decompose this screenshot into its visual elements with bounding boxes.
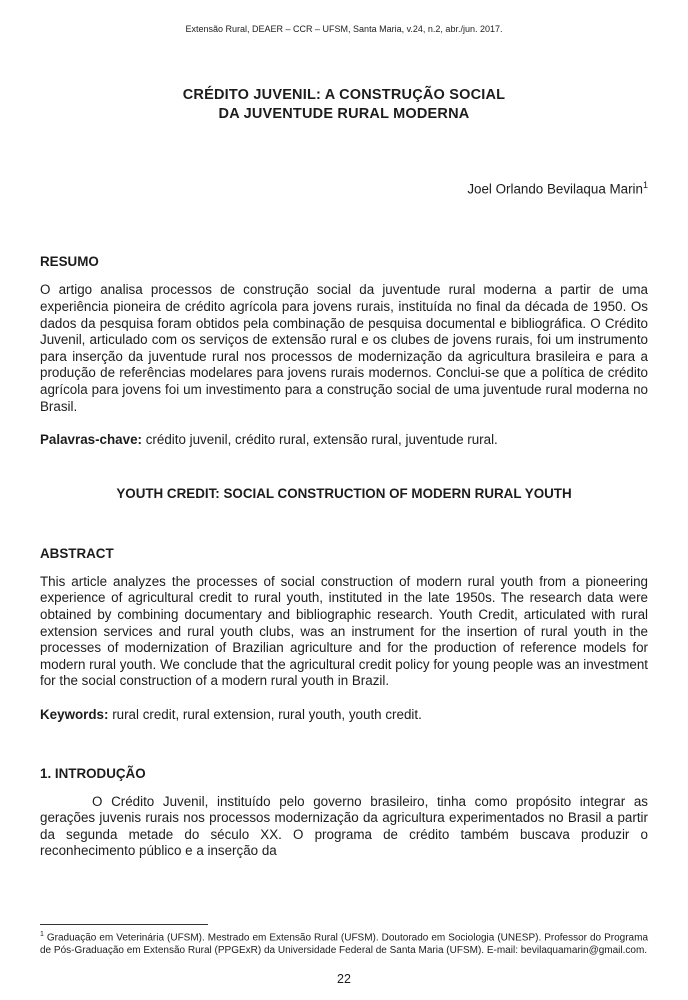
author-footnote-ref: 1	[642, 180, 648, 190]
abstract-heading: ABSTRACT	[40, 545, 114, 561]
palavras-chave-text: crédito juvenil, crédito rural, extensão rural, juventude rural.	[142, 432, 498, 448]
english-title: YOUTH CREDIT: SOCIAL CONSTRUCTION OF MODERN RURAL YOUTH	[116, 485, 572, 501]
resumo-heading: RESUMO	[40, 254, 99, 270]
abstract-paragraph: This article analyzes the processes of social construction of modern rural youth from a pioneering experience of agricultural credit to rural youth, instituted in the late 1950s. The research data were obtained by combining documentary and bibliographic research. Youth Credit, articulated with rural extension services and rural youth clubs, was an instrument for the insertion of rural youth in the processes of modernization of Brazilian agriculture and for the production of reference models for modern rural youth. We conclude that the agricultural credit policy for young people was an investment for the social construction of a modern rural youth in Brazil.	[40, 573, 648, 689]
page-number: 22	[337, 972, 351, 986]
keywords-text: rural credit, rural extension, rural youth, youth credit.	[108, 706, 422, 722]
keywords-label: Keywords:	[40, 706, 109, 722]
palavras-chave-label: Palavras-chave:	[40, 432, 142, 448]
footnote-ref: 1	[40, 931, 44, 939]
footnote	[40, 929, 648, 958]
introduction-paragraph: O Crédito Juvenil, instituído pelo governo brasileiro, tinha como propósito integrar as gerações juvenis rurais nos processos modernização da agricultura experimentados no Brasil a partir da segunda metade do século XX. O programa de crédito também buscava produzir o reconhecimento público e a inserção da	[40, 793, 648, 859]
palavras-chave-line	[40, 432, 648, 449]
journal-header: Extensão Rural, DEAER – CCR – UFSM, Santa Maria, v.24, n.2, abr./jun. 2017.	[185, 24, 503, 34]
author-name: Joel Orlando Bevilaqua Marin	[467, 181, 643, 197]
footnote-separator	[40, 924, 208, 925]
keywords-line	[40, 707, 648, 724]
article-title-line2: DA JUVENTUDE RURAL MODERNA	[218, 106, 470, 122]
resumo-paragraph: O artigo analisa processos de construção social da juventude rural moderna a partir de uma experiência pioneira de crédito agrícola para jovens rurais, instituída no final da década de 1950. Os dados da pesquisa foram obtidos pela combinação de pesquisa documental e bibliográfica. O Crédito Juvenil, articulado com os serviços de extensão rural e os clubes de jovens rurais, foi um instrumento para inserção da juventude rural nos processos de modernização da agricultura brasileira e para a produção de referências modelares para jovens rurais modernos. Conclui-se que a política de crédito agrícola para jovens foi um investimento para a construção social de uma juventude rural moderna no Brasil.	[40, 282, 648, 414]
author-line	[40, 180, 648, 196]
footnote-text: Graduação em Veterinária (UFSM). Mestrado em Extensão Rural (UFSM). Doutorado em Sociologia (UNESP). Professor do Programa de Pós-Graduação em Extensão Rural (PPGExR) da Universidade Federal de Santa Maria (UFSM). E-mail: bevilaquamarin@gmail.com.	[40, 932, 648, 957]
article-title	[40, 86, 648, 124]
footnote-block	[40, 924, 648, 958]
article-title-line1: CRÉDITO JUVENIL: A CONSTRUÇÃO SOCIAL	[182, 87, 506, 103]
introduction-heading: 1. INTRODUÇÃO	[40, 765, 146, 781]
